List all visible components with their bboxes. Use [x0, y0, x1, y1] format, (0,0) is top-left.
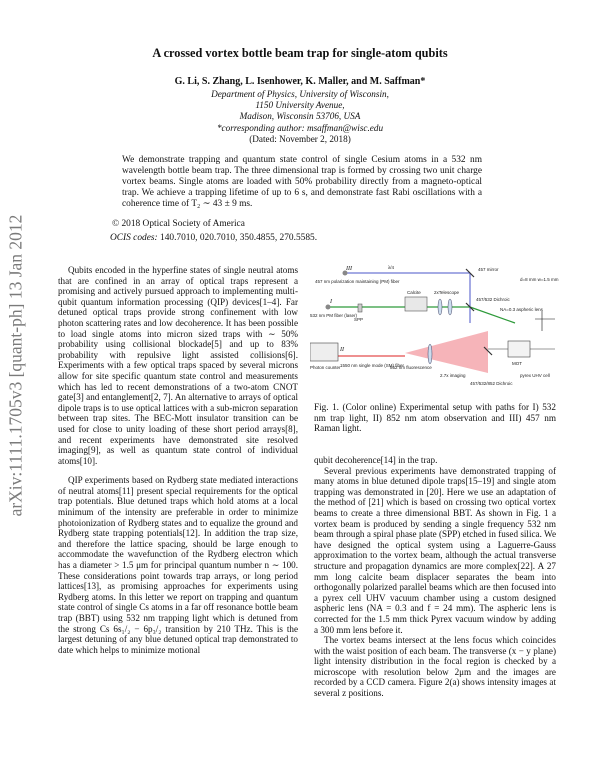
paper-title: A crossed vortex bottle beam trap for single-atom qubits: [152, 46, 448, 60]
right-column: [314, 455, 556, 699]
experimental-setup-figure: [310, 261, 560, 396]
ocis-codes: [110, 233, 317, 243]
figure-caption: Fig. 1. (Color online) Experimental setup with paths for I) 532 nm trap light, II) 852 nm atom observation and III) 457 nm Raman light.: [314, 402, 556, 434]
label-fluorescence: 852 nm fluorescence: [390, 365, 432, 370]
left-column: [58, 265, 298, 655]
affiliation-dept: Department of Physics, University of Wisconsin,: [211, 89, 389, 99]
corresponding-author: *corresponding author: msaffman@wisc.edu: [216, 122, 384, 133]
label-imaging: 2.7x imaging: [440, 373, 466, 378]
calcite-crystal: [405, 297, 427, 311]
label-roman-1: I: [330, 299, 332, 305]
label-mirror457: 457 mirror: [478, 267, 499, 272]
photon-counter-box: [310, 343, 338, 361]
lens-1: [438, 299, 442, 315]
label-photon-counter: Photon counter: [310, 365, 341, 370]
label-spp: SPP: [354, 317, 364, 322]
date-line: (Dated: November 2, 2018): [249, 134, 351, 144]
paragraph-4: Several previous experiments have demonstrated trapping of many atoms in blue detuned dipole traps[15–19] and single atom trapping was demonstrated in [20]. Here we use an adaptation of the method of [21] which is based on crossing two optical vortex beams to create a three dimensional BBT. As shown in Fig. 1 a vortex beam is produced by sending a single frequency 532 nm beam through a spiral phase plate (SPP) etched in fused silica. We have designed the optical system using a Laguerre-Gauss approximation to the vortex beam, although the actual transverse structure and propagation dynamics are more complex[22]. A 27 mm long calcite beam displacer separates the beam into orthogonally polarized parallel beams which are then focused into a pyrex cell UHV vacuum chamber using a custom designed aspheric lens (NA = 0.3 and f = 24 mm). The aspheric lens is corrected for the 1.5 mm thick Pyrex vacuum window by adding a 300 mm lens before it.: [314, 465, 556, 635]
paragraph-2: QIP experiments based on Rydberg state mediated interactions of neutral atoms[11] present special requirements for the optical trap potentials. Blue detuned traps which hold atoms at a local minimum of the intensity are preferable in order to minimize photoionization of Rydberg states and to equalize the ground and Rydberg state trapping potentials[12]. In addition the trap size, and therefore the lattice spacing, should be large enough to accommodate the wavefunction of the Rydberg electron which has a diameter > 1.5 μm for principal quantum number n ∼ 100. These considerations point towards trap arrays, or long period lattices[13], as promising approaches for experiments using Rydberg atoms. In this letter we report on trapping and quantum state control of single Cs atoms in a far off resonance bottle beam trap (BBT) using 532 nm trapping light which is detuned from the strong Cs 6s₁/₂ − 6p₃/₂ transition by 210 THz. This is the largest detuning of any blue detuned optical trap demonstrated to date which helps to minimize motional: [58, 475, 298, 655]
label-dichroic1: 457/532 Dichroic: [476, 297, 510, 302]
paragraph-3: qubit decoherence[14] in the trap.: [314, 455, 438, 465]
label-calcite: Calcite: [407, 290, 421, 295]
author-list: G. Li, S. Zhang, L. Isenhower, K. Maller, and M. Saffman*: [174, 76, 426, 87]
label-waist: d=8 mm w=1.5 mm: [520, 277, 559, 282]
affiliation-street: 1150 University Avenue,: [255, 100, 345, 111]
paragraph-1: Qubits encoded in the hyperfine states of single neutral atoms that are confined in an array of optical traps represent a promising and actively pursued approach to implementing multi-qubit quantum information processing (QIP) devices[1–4]. Far detuned optical traps provide strong confinement with low photon scattering rates and low decoherence. It has been possible to load single atoms into micron sized traps with ∼ 50% probability using collisional blockade[5] and up to 83% probability with repulsive light assisted collisions[6]. Experiments with a few optical traps spaced by several microns allow for site specific quantum state control and measurements which has led to recent demonstrations of a two-atom CNOT gate[3] and entanglement[2, 7]. An alternative to arrays of optical dipole traps is to use optical lattices with a sub-micron separation between trap sites. The BEC-Mott insulator transition can be used for close to unity loading of these short period arrays[8], and recent experiments have demonstrated site resolved imaging[9], as well as quantum state control of individual atoms[10].: [58, 265, 298, 466]
abstract: We demonstrate trapping and quantum state control of single Cesium atoms in a 532 nm wavelength bottle beam trap. The three dimensional trap is formed by crossing two unit charge vortex beams. Single atoms are loaded with 50% probability directly from a magneto-optical trap. We achieve a trapping lifetime of up to 6 s, and demonstrate fast Rabi oscillations with a coherence time of T₂ ∼ 43 ± 9 ms.: [122, 155, 482, 209]
label-aspheric: NA=0.3 aspheric lens: [500, 307, 543, 312]
paragraph-5: The vortex beams intersect at the lens focus which coincides with the waist position of each beam. The transverse (x − y plane) light intensity distribution in the focal region is checked by a microscope with resolution below 2μm and the images are recorded by a CCD camera. Figure 2(a) shows intensity images at several z positions.: [314, 635, 556, 699]
label-pm-fiber: 457 nm polarization maintaining (PM) fiber: [315, 279, 400, 284]
spp-plate: [358, 304, 362, 312]
label-lambda4: λ/4: [388, 265, 395, 270]
affiliation-city: Madison, Wisconsin 53706, USA: [239, 111, 361, 122]
label-uhv: pyrex UHV cell: [520, 373, 550, 378]
label-telescope: 2xTelescope: [434, 290, 460, 295]
label-mot: MOT: [512, 361, 522, 366]
imaging-lens: [428, 344, 432, 364]
label-roman-3: III: [346, 266, 352, 272]
label-dichroic2: 457/532/852 Dichroic: [470, 381, 513, 386]
lens-2: [448, 299, 452, 315]
ocis-label: OCIS codes:: [110, 233, 158, 243]
arxiv-identifier: arXiv:1111.1705v3 [quant-ph] 13 Jan 2012: [5, 214, 26, 517]
copyright-line: © 2018 Optical Society of America: [112, 219, 245, 229]
fiber-coupler-532: [326, 305, 331, 310]
label-smfiber: 1550 nm single mode (SM) fiber: [340, 363, 405, 368]
affiliation: [60, 89, 540, 134]
mot-chamber: [508, 341, 530, 357]
ocis-code-list: 140.7010, 020.7010, 350.4855, 270.5585.: [160, 233, 318, 243]
label-pmfiber532: 532 nm PM fiber (laser): [310, 313, 358, 318]
label-roman-2: II: [340, 347, 344, 353]
